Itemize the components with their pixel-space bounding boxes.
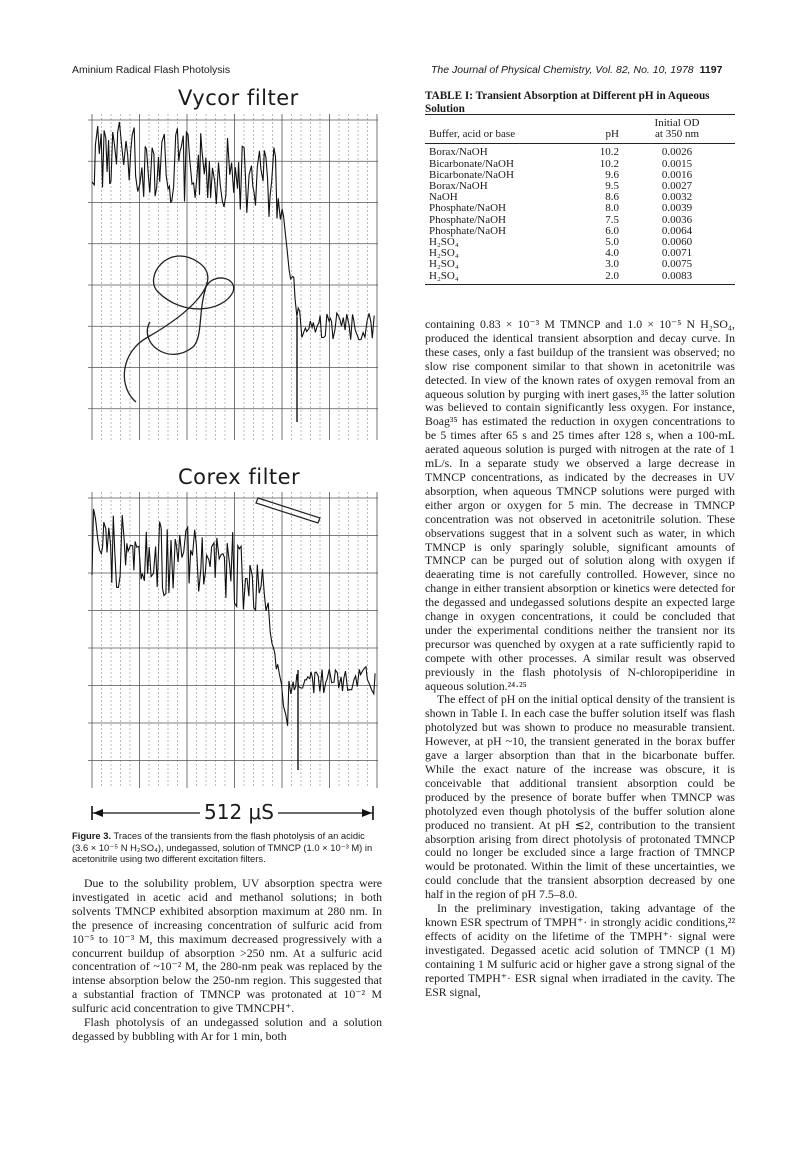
table-cell-od: 0.0016 xyxy=(661,168,693,181)
table-cell-buffer: Borax/NaOH xyxy=(429,180,488,193)
trace-signal xyxy=(92,509,375,726)
table-cell-buffer: H₂SO₄ xyxy=(429,236,459,249)
table-cell-ph: 2.0 xyxy=(579,271,619,285)
table-cell-ph: 9.5 xyxy=(605,180,619,193)
table-cell-od: 0.0036 xyxy=(661,213,693,226)
table-cell-od: 0.0032 xyxy=(661,191,693,204)
left-column-text xyxy=(72,877,382,1044)
table-row xyxy=(425,271,735,285)
table-cell-od: 0.0015 xyxy=(661,157,693,170)
table-header-od-line2: at 350 nm xyxy=(619,129,735,144)
table-cell-ph: 7.5 xyxy=(605,213,619,226)
table-cell-buffer: H₂SO₄ xyxy=(425,271,579,285)
table-cell-od: 0.0039 xyxy=(661,202,693,215)
table-header-spacer xyxy=(425,115,579,130)
paragraph: Flash photolysis of an undegassed solution and a solution degassed by bubbling with Ar for 1 min, both xyxy=(72,1015,382,1043)
table-cell-od: 0.0083 xyxy=(619,271,735,285)
figure-panel-title-vycor: Vycor filter xyxy=(178,86,299,110)
table-row xyxy=(425,144,735,159)
table-cell-od: 0.0071 xyxy=(661,247,693,260)
table-header-ph: pH xyxy=(579,129,619,144)
table-cell-ph: 6.0 xyxy=(605,224,619,237)
data-table xyxy=(425,114,735,285)
table-label: TABLE I: xyxy=(425,90,473,102)
table-cell-buffer: Phosphate/NaOH xyxy=(429,224,506,237)
table-cell-ph: 8.0 xyxy=(605,202,619,215)
table-cell-buffer: Bicarbonate/NaOH xyxy=(429,157,514,170)
table-cell-buffer: NaOH xyxy=(429,191,458,204)
table-cell-buffer: Phosphate/NaOH xyxy=(429,213,506,226)
paragraph: Due to the solubility problem, UV absorption spectra were investigated in acetic acid and methanol solutions; in both solvents TMNCP exhibited absorption maximum at 280 nm. In the presence of increasing concentration of sulfuric acid from 10⁻⁵ to 10⁻³ M, this maximum decreased progressively with a concurrent buildup of absorption >250 nm. At a sulfuric acid concentration of ~10⁻² M, the 280-nm peak was replaced by the intense absorption below the 250-nm region. This suggested that a substantial fraction of TMNCP was protonated at 10⁻² M sulfuric acid concentration to give TMNCPH⁺. xyxy=(72,876,382,1016)
figure-caption-text: Traces of the transients from the flash photolysis of an acidic (3.6 × 10⁻⁵ N H₂SO₄), undegassed, solution of TMNCP (1.0 × 10⁻³ M) in acetonitrile using two different excitation filters. xyxy=(72,830,373,865)
trace-signal xyxy=(92,122,374,340)
table-cell-buffer: Bicarbonate/NaOH xyxy=(429,168,514,181)
table-row xyxy=(425,259,735,270)
table-cell-od: 0.0075 xyxy=(661,258,693,271)
table-cell-ph: 9.6 xyxy=(605,168,619,181)
table-cell-ph: 8.6 xyxy=(605,191,619,204)
journal-citation: The Journal of Physical Chemistry, Vol. 82, No. 10, 1978 xyxy=(431,64,694,76)
oscilloscope-trace-vycor xyxy=(88,112,378,442)
running-header-right xyxy=(431,64,722,76)
running-header-left: Aminium Radical Flash Photolysis xyxy=(72,64,231,76)
table-header-od-line1: Initial OD xyxy=(619,115,735,130)
table-cell-od: 0.0026 xyxy=(661,146,693,159)
table-cell-ph: 10.2 xyxy=(599,157,619,170)
paragraph: containing 0.83 × 10⁻³ M TMNCP and 1.0 × 10⁻⁵ N H₂SO₄, produced the identical transient absorption and decay curve. In these cases, only a fast buildup of the transient was observed; no slow rise component similar to that shown in acetonitrile was detected. In view of the known rates of oxygen removal from an aqueous solution by purging with inert gases,³⁵ the latter solution was believed to contain significantly less oxygen. For instance, Boag³⁵ has estimated the reduction in oxygen concentrations to be 5 times after 65 s and 25 times after 128 s, when a 100-mL aerated aqueous solution is purged with nitrogen at the rate of 1 mL/s. In a separate study we observed a large decrease in TMNCP concentrations, as indicated by the decreases in UV absorption, when aqueous TMNCP solutions were purged with either argon or oxygen for 5 min. The decrease in TMNCP concentration was not observed in acetonitrile solution. These observations suggest that in a solvent such as water, in which TMNCP is only sparingly soluble, significant amounts of TMNCP can be purged out of solution along with oxygen if deaerating time is not carefully controlled. However, since no change in either transient absorption or kinetics were detected for the degassed and undegassed solutions despite an expected large change in oxygen concentrations, it could be concluded that under the experimental conditions neither the transient nor its precursor was quenched by oxygen at a rate sufficiently rapid to compete with other processes. A similar result was observed previously in the flash photolysis of N-chloropiperidine in aqueous solution.²⁴·²⁵ xyxy=(425,317,735,693)
table-cell-ph: 3.0 xyxy=(605,258,619,271)
handwritten-annotation xyxy=(124,256,233,402)
time-scale-label: 512 μS xyxy=(200,800,278,824)
figure-caption xyxy=(72,830,380,865)
table-header-spacer xyxy=(579,115,619,130)
table-cell-ph: 5.0 xyxy=(605,236,619,249)
table-cell-ph: 4.0 xyxy=(605,247,619,260)
table-cell-buffer: Borax/NaOH xyxy=(429,146,488,159)
table-cell-buffer: H₂SO₄ xyxy=(429,258,459,271)
table-cell-buffer: Phosphate/NaOH xyxy=(429,202,506,215)
oscilloscope-trace-corex xyxy=(88,490,378,790)
table-title xyxy=(425,90,745,115)
table-cell-od: 0.0060 xyxy=(661,236,693,249)
table-row xyxy=(425,203,735,214)
table-cell-buffer: H₂SO₄ xyxy=(429,247,459,260)
paragraph: In the preliminary investigation, taking advantage of the known ESR spectrum of TMPH⁺· in strongly acidic conditions,²² effects of acidity on the lifetime of the TMPH⁺· signal were investigated. Degassed acetic acid solution of TMNCP (1 M) containing 1 M sulfuric acid or higher gave a strong signal of the reported TMPH⁺· ESR signal when irradiated in the cavity. The ESR signal, xyxy=(425,901,735,999)
table-cell-ph: 10.2 xyxy=(599,146,619,159)
figure-caption-label: Figure 3. xyxy=(72,830,112,841)
table-cell-od: 0.0027 xyxy=(661,180,693,193)
table-header-buffer: Buffer, acid or base xyxy=(425,129,579,144)
right-column-text xyxy=(425,318,735,999)
figure-panel-title-corex: Corex filter xyxy=(178,465,301,489)
page-number: 1197 xyxy=(699,64,723,76)
trace-grid xyxy=(88,114,378,440)
paragraph: The effect of pH on the initial optical density of the transient is shown in Table I. In each case the buffer solution itself was flash photolyzed but was shown to produce no measurable transient. However, at pH ~10, the transient generated in the borax buffer gave a larger absorption than that in the bicarbonate buffer. While the exact nature of the increase was obscure, it is conceivable that additional transient absorption could be produced by the presence of borate buffer when TMNCP was photolyzed even though photolysis of the buffer solution alone produced no transient. At pH ≲2, contribution to the transient absorption arising from direct photolysis of protonated TMNCP could no longer be excluded since a large fraction of TMNCP would be protonated. Within the limit of these uncertainties, we could conclude that the transient absorption decreased by one half in the region of pH 7.5–8.0. xyxy=(425,692,735,902)
table-cell-od: 0.0064 xyxy=(661,224,693,237)
table-title-text: Transient Absorption at Different pH in Aqueous Solution xyxy=(425,90,710,115)
